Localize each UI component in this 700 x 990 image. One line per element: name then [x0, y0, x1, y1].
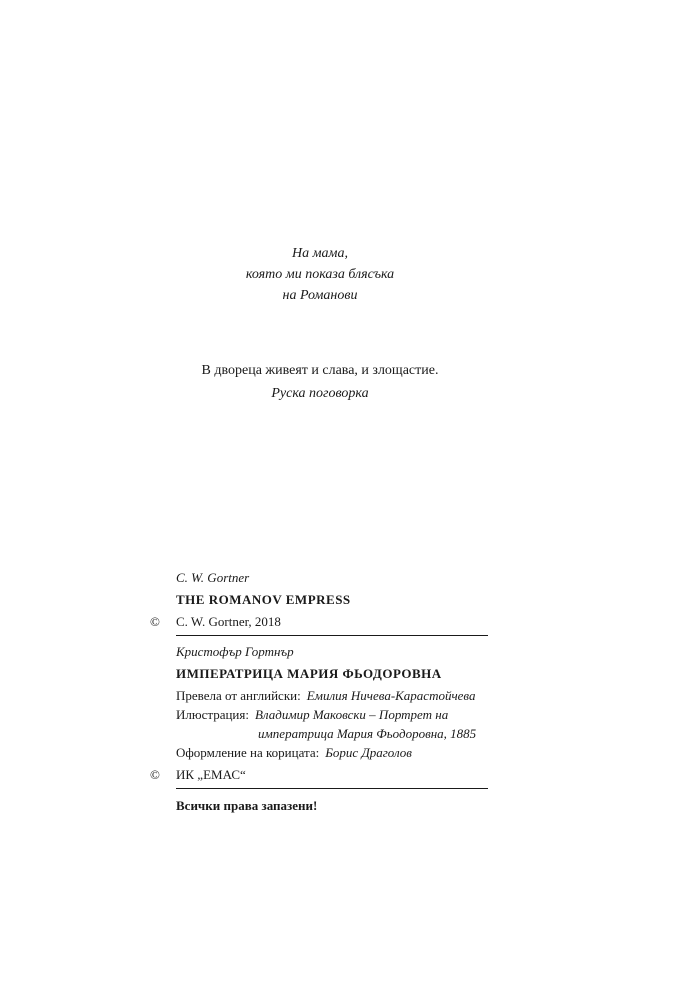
illustration-line-2: императрица Мария Фьодоровна, 1885 [258, 726, 477, 741]
copyright-icon: © [150, 767, 160, 782]
publisher-name: ИК „ЕМАС“ [176, 767, 246, 782]
illustration-label: Илюстрация: [176, 707, 249, 722]
dedication [0, 243, 640, 306]
divider [176, 635, 488, 636]
original-copyright-text: C. W. Gortner, 2018 [176, 614, 281, 629]
translation-author: Кристофър Гортнър [176, 644, 294, 659]
rights-notice: Всички права запазени! [176, 798, 318, 813]
cover-label: Оформление на корицата: [176, 745, 320, 760]
epigraph-source: Руска поговорка [271, 386, 369, 401]
illustration-credit [148, 705, 488, 724]
cover-credit [148, 743, 488, 762]
copyright-icon: © [150, 614, 160, 629]
imprint-block [148, 568, 488, 815]
translation-title: ИМПЕРАТРИЦА МАРИЯ ФЬОДОРОВНА [176, 666, 442, 681]
epigraph-quote: В двореца живеят и слава, и злощастие. [201, 363, 439, 378]
original-copyright [148, 612, 488, 631]
publisher-copyright [148, 765, 488, 784]
original-author: C. W. Gortner [176, 570, 250, 585]
translator-name: Емилия Ничева-Карастойчева [306, 688, 476, 703]
dedication-line-2: която ми показа блясъка [245, 267, 395, 282]
translator-label: Превела от английски: [176, 688, 301, 703]
epigraph [0, 360, 640, 404]
divider [176, 788, 488, 789]
dedication-line-1: На мама, [292, 246, 348, 261]
original-title: THE ROMANOV EMPRESS [176, 592, 351, 607]
cover-designer: Борис Драголов [325, 745, 412, 760]
illustration-line-1: Владимир Маковски – Портрет на [254, 707, 449, 722]
dedication-line-3: на Романови [282, 288, 358, 303]
translator-credit [148, 686, 488, 705]
